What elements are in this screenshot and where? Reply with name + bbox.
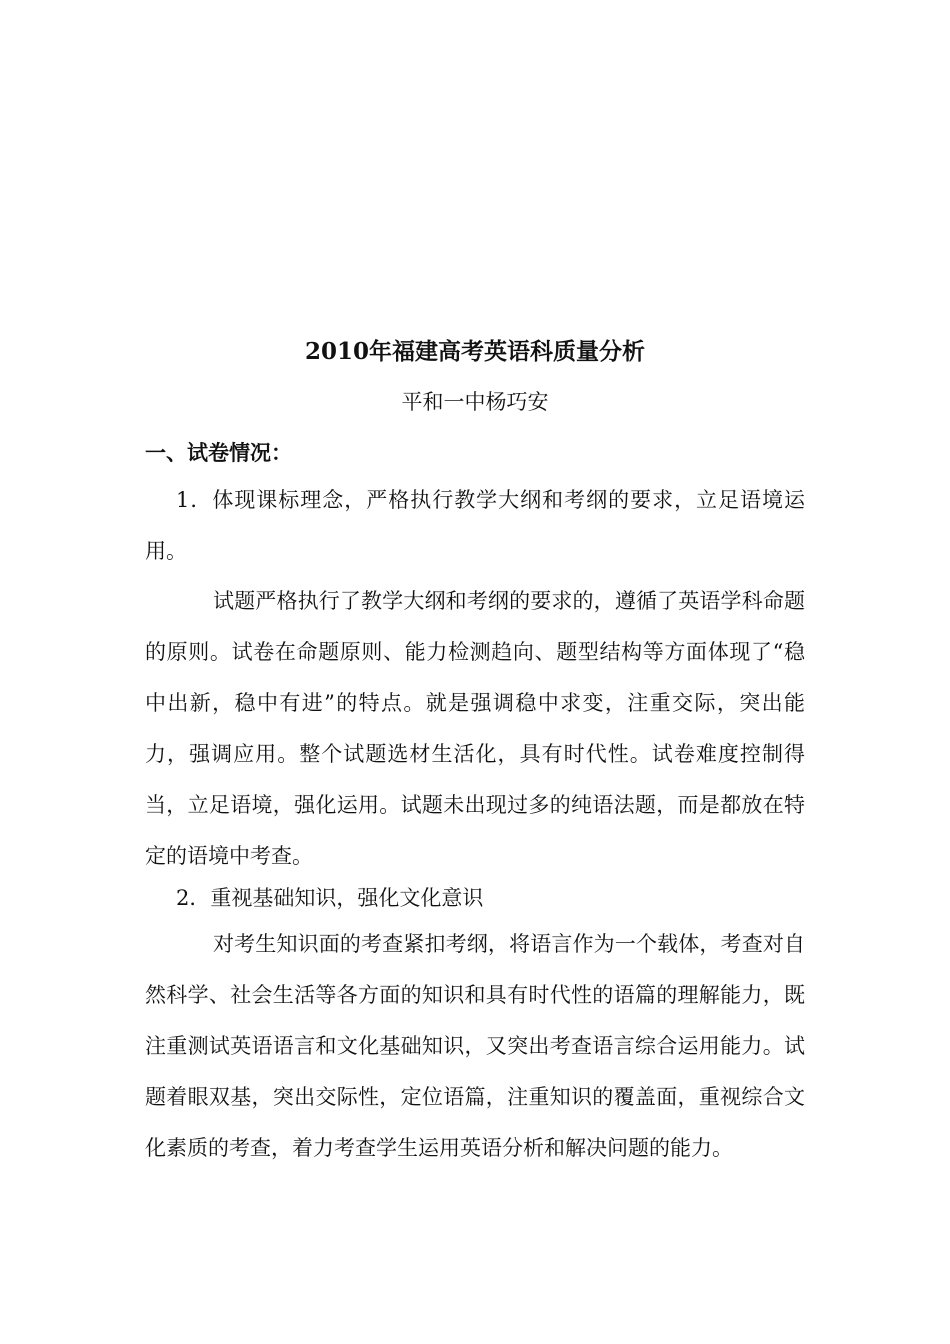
section-heading: 一、试卷情况： (145, 440, 292, 465)
paragraph-point-2: 2．重视基础知识，强化文化意识 (176, 886, 484, 910)
document-title: 2010年福建高考英语科质量分析 (304, 338, 645, 365)
paragraph-body-1: 试题严格执行了教学大纲和考纲的要求的，遵循了英语学科命题的原则。试卷在命题原则、能力检测趋向、题型结构等方面体现了“稳中出新，稳中有进”的特点。就是强调稳中求变，注重交际，突出能力，强调应用。整个试题选材生活化，具有时代性。试卷难度控制得当，立足语境，强化运用。试题未出现过多的纯语法题，而是都放在特定的语境中考查。 (145, 589, 805, 868)
paragraph-body-2: 对考生知识面的考查紧扣考纲，将语言作为一个载体，考查对自然科学、社会生活等各方面的知识和具有时代性的语篇的理解能力，既注重测试英语语言和文化基础知识，又突出考查语言综合运用能力。试题着眼双基，突出交际性，定位语篇，注重知识的覆盖面，重视综合文化素质的考查，着力考查学生运用英语分析和解决问题的能力。 (145, 932, 805, 1160)
document-author: 平和一中杨巧安 (401, 390, 549, 414)
paragraph-point-1: 1．体现课标理念，严格执行教学大纲和考纲的要求，立足语境运用。 (145, 488, 805, 563)
